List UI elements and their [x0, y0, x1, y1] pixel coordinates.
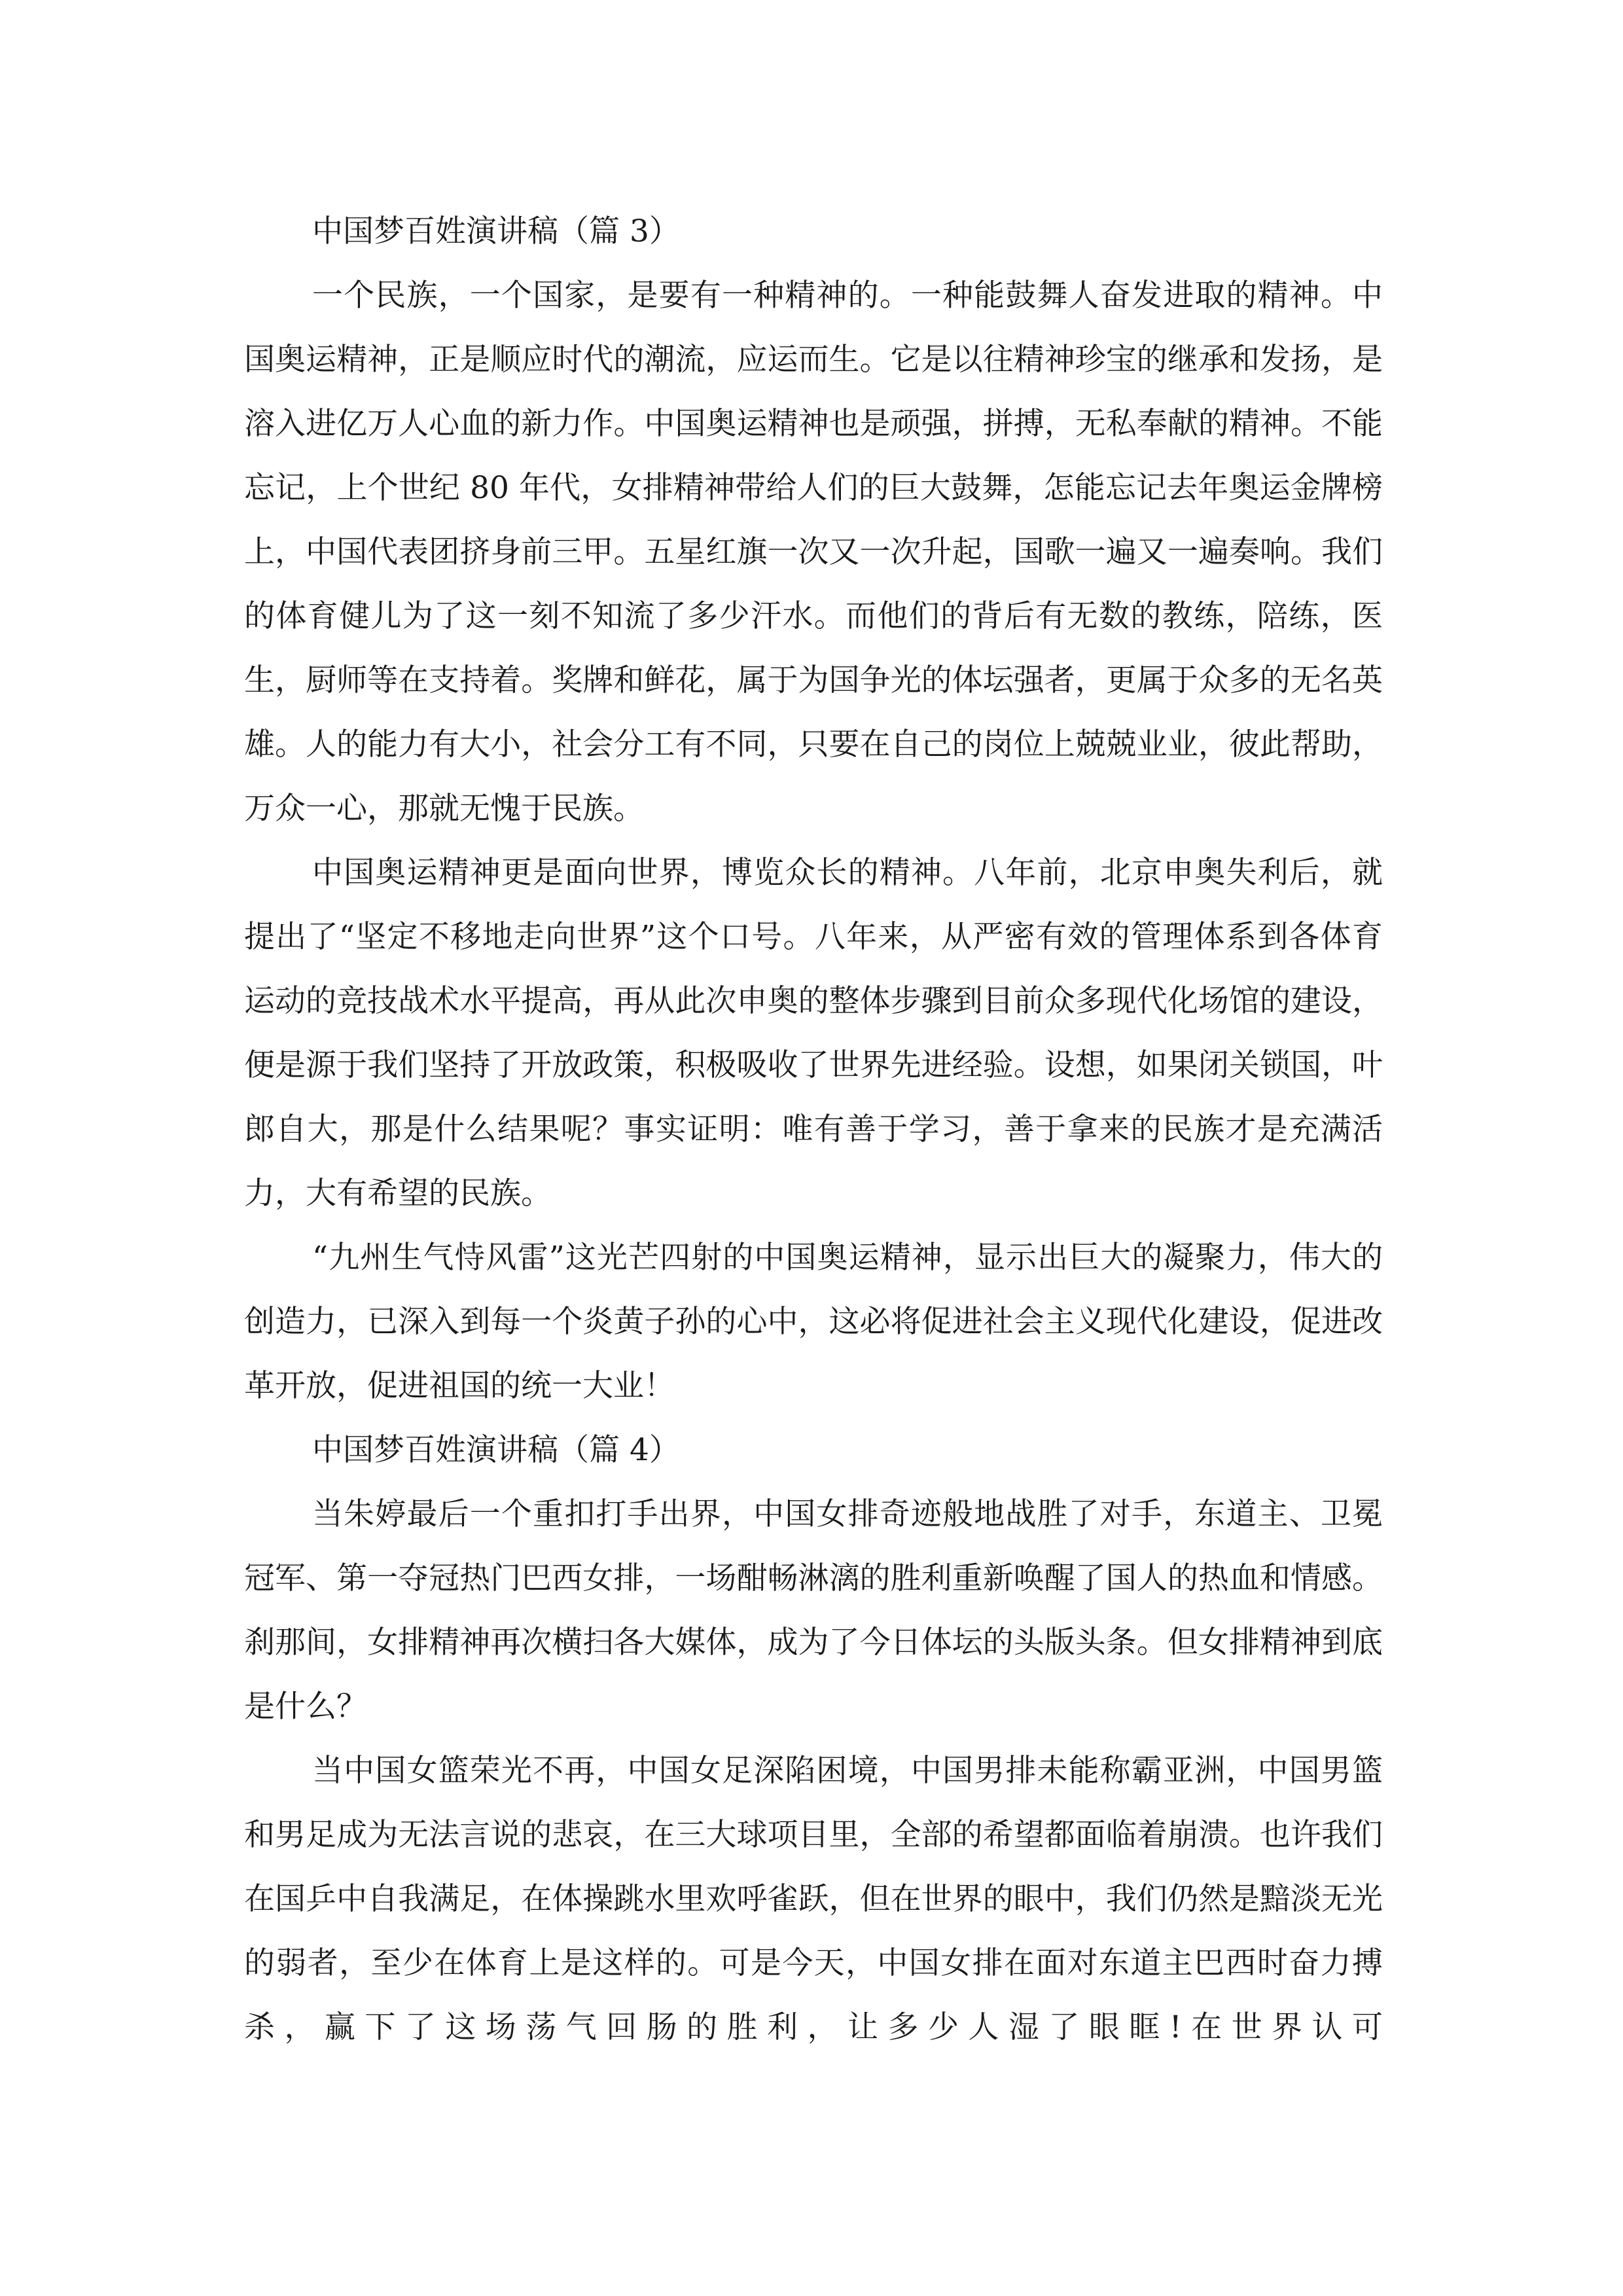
section-3-paragraph-1: 一个民族，一个国家，是要有一种精神的。一种能鼓舞人奋发进取的精神。中国奥运精神，正是顺应时代的潮流，应运而生。它是以往精神珍宝的继承和发扬，是溶入进亿万人心血的新力作。中国奥运精神也是顽强，拼搏，无私奉献的精神。不能忘记，上个世纪 80 年代，女排精神带给人们的巨大鼓舞，怎能忘记去年奥运金牌榜上，中国代表团挤身前三甲。五星红旗一次又一次升起，国歌一遍又一遍奏响。我们的体育健儿为了这一刻不知流了多少汗水。而他们的背后有无数的教练，陪练，医生，厨师等在支持着。奖牌和鲜花，属于为国争光的体坛强者，更属于众多的无名英雄。人的能力有大小，社会分工有不同，只要在自己的岗位上兢兢业业，彼此帮助，万众一心，那就无愧于民族。	[244, 278, 1383, 827]
section-4-paragraph-2: 当中国女篮荣光不再，中国女足深陷困境，中国男排未能称霸亚洲，中国男篮和男足成为无法言说的悲哀，在三大球项目里，全部的希望都面临着崩溃。也许我们在国乒中自我满足，在体操跳水里欢呼雀跃，但在世界的眼中，我们仍然是黯淡无光的弱者，至少在体育上是这样的。可是今天，中国女排在面对东道主巴西时奋力搏杀，赢下了这场荡气回肠的胜利，让多少人湿了眼眶!在世界认可	[244, 1753, 1383, 2045]
section-4-heading: 中国梦百姓演讲稿（篇 4）	[312, 1432, 680, 1468]
section-3-paragraph-2: 中国奥运精神更是面向世界，博览众长的精神。八年前，北京申奥失利后，就提出了“坚定不移地走向世界”这个口号。八年来，从严密有效的管理体系到各体育运动的竞技战术水平提高，再从此次申奥的整体步骤到目前众多现代化场馆的建设，便是源于我们坚持了开放政策，积极吸收了世界先进经验。设想，如果闭关锁国，叶郎自大，那是什么结果呢？事实证明：唯有善于学习，善于拿来的民族才是充满活力，大有希望的民族。	[244, 855, 1383, 1211]
section-3-paragraph-3: “九州生气恃风雷”这光芒四射的中国奥运精神，显示出巨大的凝聚力，伟大的创造力，已深入到每一个炎黄子孙的心中，这必将促进社会主义现代化建设，促进改革开放，促进祖国的统一大业！	[244, 1240, 1383, 1404]
section-3-heading: 中国梦百姓演讲稿（篇 3）	[312, 213, 680, 249]
section-4-paragraph-1: 当朱婷最后一个重扣打手出界，中国女排奇迹般地战胜了对手，东道主、卫冕冠军、第一夺冠热门巴西女排，一场酣畅淋漓的胜利重新唤醒了国人的热血和情感。刹那间，女排精神再次横扫各大媒体，成为了今日体坛的头版头条。但女排精神到底是什么？	[244, 1496, 1383, 1725]
document-body	[244, 200, 1383, 2060]
